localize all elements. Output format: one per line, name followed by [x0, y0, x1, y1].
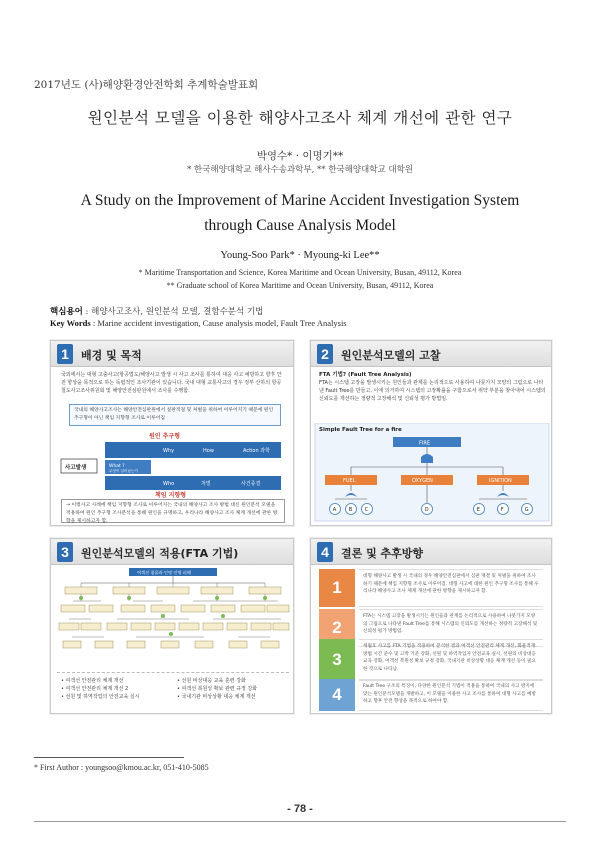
tree-node: [61, 605, 85, 612]
basic-event-d: D: [424, 507, 429, 513]
panel-header: [311, 539, 551, 565]
keywords-korean: [50, 305, 263, 317]
how-label: How: [203, 448, 214, 454]
list-item: • 여객선 복원성 확보 관련 규정 강화: [177, 686, 258, 692]
keywords-korean-text: : 해양사고조사, 원인분석 모델, 결함수분석 기법: [82, 307, 264, 317]
why-label: Why: [163, 448, 175, 454]
tree-node: [261, 641, 279, 648]
panel-number: 2: [317, 344, 333, 364]
list-item-text: 선원 비상대응 교육 훈련 강화: [181, 678, 246, 684]
basic-event-c: C: [364, 507, 369, 513]
list-item: • 선원 및 하역작업의 안전교육 실시: [61, 694, 140, 700]
what-sub-label: 무엇이 일어났는가: [109, 469, 138, 473]
page-number: - 78 -: [287, 803, 313, 815]
tree-nodes: [59, 587, 289, 648]
conclusion-item: [319, 679, 543, 711]
list-item-text: 여객선 안전관리 체계 개선: [65, 678, 124, 684]
panel-header: [51, 539, 293, 565]
fuel-label: FUEL: [343, 478, 356, 484]
tree-node: [113, 587, 145, 594]
keywords-korean-label: 핵심용어: [50, 307, 83, 317]
basic-event-e: E: [476, 507, 480, 513]
fire-label: FIRE: [419, 440, 430, 447]
sewol-fault-tree: [51, 565, 295, 671]
conference-header: 2017년도 (사)해양환경안전학회 추계학술발표회: [34, 79, 259, 91]
list-item: • 국내기관 비상상황 대응 체계 개선: [177, 694, 256, 700]
accident-label: 사고발생: [65, 465, 87, 471]
who-label: Who: [163, 481, 175, 487]
affiliation-english-1: * Maritime Transportation and Science, Korea Maritime and Ocean University, Busan, 49112, Korea: [138, 268, 462, 277]
panel-header: [311, 341, 551, 367]
tree-node: [121, 605, 145, 612]
conclusion-number: 3: [319, 639, 355, 681]
tree-node: [249, 587, 281, 594]
fta-description: [319, 371, 547, 403]
ignition-label: IGNITION: [489, 478, 512, 484]
tree-node: [229, 641, 247, 648]
panel-header: [51, 341, 293, 367]
what-label: What ?: [109, 464, 125, 469]
improvement-list: [57, 672, 289, 710]
panel-intro-text: 국외에서는 대형 고출사고(항공법도/해양사고 발생 시 사고 조사를 통하여 대응 사고 예방하고 향후 안전 향상을 목적으로 하는 독립적인 조사기관이 있습니다. 국내 대형 교통사고의 경우 정부 산하의 항공철도사고조사위원회 및 해양안전심판원에서 조사를 수행함.: [61, 372, 282, 394]
tree-node: [59, 623, 79, 630]
keywords-english-text: : Marine accident investigation, Cause analysis model, Fault Tree Analysis: [90, 318, 347, 328]
tree-node: [95, 641, 113, 648]
tree-node: [267, 605, 289, 612]
fta-text: FTA는 시스템 고장을 발생시키는 원인들과 관계를 논리적으로 사용하여 나뭇가지 모양의 그림으로 나타낸 Fault Tree를 만들고, 이에 의거하여 시스템의 고장확률을 구함으로서 취약 부분을 찾아내어 시스템의 신뢰도를 개선하는 정량적 고장해석 및 신뢰성 평가 방법임.: [319, 380, 546, 402]
basic-event-g: G: [524, 507, 529, 513]
tree-node: [195, 641, 213, 648]
tree-node: [81, 623, 101, 630]
investigation-flow-diagram: [51, 429, 295, 499]
tree-node: [107, 623, 127, 630]
fault-tree-diagram: [311, 423, 553, 523]
tree-node: [157, 587, 189, 594]
fta-question: FTA 기법? (Fault Tree Analysis): [319, 372, 412, 378]
tree-node: [241, 605, 265, 612]
basic-event-b: B: [348, 507, 353, 513]
tree-node: [181, 605, 205, 612]
conclusion-item: [319, 639, 543, 681]
tree-node: [63, 641, 81, 648]
panel-background-purpose: [50, 340, 294, 526]
top-event-label: 여객선 침몰과 인명 인명 피해: [137, 570, 191, 575]
tree-node: [179, 623, 199, 630]
conclusion-number: 1: [319, 569, 355, 607]
close-label: 사건종결: [241, 481, 261, 487]
list-item: • 여객선 안전관리 체계 개선 2: [61, 686, 129, 692]
action-label: Action 과학: [243, 448, 270, 454]
oxygen-label: OXYGEN: [412, 478, 433, 484]
panel-fta-application: [50, 538, 294, 714]
tree-node: [155, 623, 175, 630]
cause-oriented-label: 원인 추구형: [149, 433, 181, 440]
tree-node: [161, 641, 179, 648]
paper-title-korean: 원인분석 모델을 이용한 해양사고조사 체계 개선에 관한 연구: [87, 109, 513, 127]
list-item-text: 여객선 안전관리 체계 개선 2: [65, 686, 129, 692]
keywords-english: [50, 318, 347, 328]
tree-node: [127, 641, 145, 648]
gate-marker: [161, 614, 165, 618]
responsibility-note: 국내의 해양사고조사는 해양안전심판원에서 실판적절 및 처벌을 위하여 이루어지기 때문에 원인 추구형이 아닌 책임 지향형 조사로 이루어짐: [69, 404, 281, 426]
basic-event-f: F: [500, 507, 504, 513]
improvement-list-right: [177, 677, 289, 701]
keywords-english-label: Key Words: [50, 318, 91, 328]
panel-title: 원인분석모델의 고찰: [341, 349, 441, 362]
affiliation-english-2: ** Graduate school of Korea Maritime and Ocean University, Busan, 49112, Korea: [166, 281, 434, 290]
list-item: • 선원 비상대응 교육 훈련 강화: [177, 678, 246, 684]
gate-marker: [79, 596, 83, 600]
conclusion-number: 2: [319, 609, 355, 647]
conclusion-text: 세월호 사고를 FTA 기법을 적용하여 분석한 결과 여객선 안전관리 체계 개선, 화물적재 방법 시간 준수 및 고박 기준 강화, 선원 및 하역작업자 안전교육 실시, 선원의 비상대응 교육 강화, 여객선 복원성 확보 규정 강화, 국내기관 비상상황 대응 체계 개선 등이 필요한 것으로 나타남.: [359, 639, 543, 681]
panel-number: 1: [57, 344, 73, 364]
list-item-text: 여객선 복원성 확보 관련 규정 강화: [181, 686, 258, 692]
gate-marker: [127, 596, 131, 600]
tree-node: [251, 623, 271, 630]
tree-node: [151, 605, 175, 612]
authors-english: Young-Soo Park* · Myoung-ki Lee**: [220, 250, 380, 261]
panel-title: 결론 및 추후방향: [341, 547, 424, 560]
tree-node: [227, 623, 247, 630]
tree-node: [89, 605, 113, 612]
title-line-2: through Cause Analysis Model: [204, 217, 396, 234]
list-item: • 여객선 안전관리 체계 개선: [61, 678, 124, 684]
tree-node: [65, 587, 97, 594]
basic-event-a: A: [332, 507, 337, 513]
footnote-divider: [34, 757, 184, 758]
list-item-text: 국내기관 비상상황 대응 체계 개선: [181, 694, 256, 700]
bottom-divider: [34, 821, 566, 822]
punish-label: 처벌: [201, 481, 211, 487]
tree-node: [211, 605, 235, 612]
authors-korean: 박영수* · 이명기**: [256, 150, 344, 162]
title-line-1: A Study on the Improvement of Marine Accident Investigation System: [80, 192, 520, 209]
paper-title-english: [0, 188, 600, 238]
panel-conclusion: [310, 538, 552, 714]
footnote: * First Author : youngsoo@kmou.ac.kr, 051-410-5085: [34, 763, 209, 772]
conclusion-text: Fault Tree 구조의 특징이, 다양한 원인분석 기법이 적용을 통하여 국내의 사고 방지에 맞는 원인분석모델을 개발하고, 이 모델을 이용한 사고 조사를 통하여 대형 사고를 예방하고 향후 안전 향상을 목적으로 하여야 함.: [359, 679, 543, 711]
gate-marker: [215, 596, 219, 600]
gate-marker: [263, 596, 267, 600]
fault-tree-title: Simple Fault Tree for a fire: [319, 427, 402, 433]
purpose-note: → 이렇사고 사례에 책임 지향형 조사로 이루어지는 국내의 해양사고 조사 방법 대신 원인분석 모델을 적용하여 원인 추구형 조사분석을 통해 원인을 규명하고, 우리나라 해양사고 조사 체계 개선에 관한 방향을 제시하고자 함.: [61, 499, 285, 523]
panel-title: 배경 및 목적: [81, 349, 142, 362]
affiliation-korean: * 한국해양대학교 해사수송과학부, ** 한국해양대학교 대학원: [186, 165, 414, 175]
improvement-list-left: [61, 677, 173, 701]
list-item-text: 선원 및 하역작업의 안전교육 실시: [65, 694, 140, 700]
gate-marker: [169, 632, 173, 636]
tree-node: [273, 623, 289, 630]
conclusion-text: FTA는 시스템 고장을 발생시키는 원인들과 관계를 논리적으로 사용하여 나뭇가지 모양의 그림으로 나타낸 Fault Tree를 통해 시스템의 신뢰도를 개선하는 정량적 고장해석 및 신뢰성 평가 방법임.: [359, 609, 543, 647]
tree-node: [131, 623, 151, 630]
panel-number: 4: [317, 542, 333, 562]
panel-title: 원인분석모델의 적용(FTA 기법): [81, 547, 239, 560]
tree-node: [201, 587, 233, 594]
panel-cause-analysis-model: [310, 340, 552, 526]
conclusion-number: 4: [319, 679, 355, 711]
conclusion-item: [319, 569, 543, 607]
responsibility-oriented-label: 책임 지향형: [155, 492, 187, 499]
gate-marker: [221, 614, 225, 618]
tree-node: [203, 623, 223, 630]
panel-number: 3: [57, 542, 73, 562]
conclusion-text: 대형 해양사고 발생 시 국내의 경우 해양안전심판에서 심판 재결 및 처벌을 위하여 조사하기 때문에 책임 지향형 조사로 이루어짐. 대형 사고에 대한 원인 추구형 조사를 통해 우리나라 해양사고 조사 체계 개선에 관한 방향을 제시하고자 함.: [359, 569, 543, 607]
